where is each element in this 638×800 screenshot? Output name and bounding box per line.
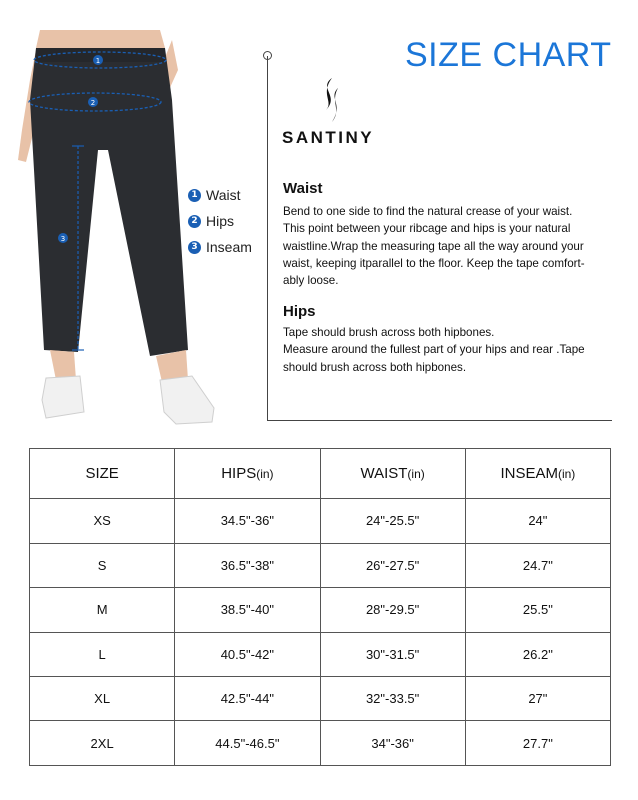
waist-cell: 34"-36" xyxy=(320,721,465,766)
table-row xyxy=(30,499,611,543)
left-shoe xyxy=(42,376,84,418)
waist-cell: 26"-27.5" xyxy=(320,543,465,587)
hips-cell: 34.5"-36" xyxy=(175,499,320,543)
text-line: ably loose. xyxy=(283,274,339,288)
table-row xyxy=(30,588,611,632)
table-row xyxy=(30,721,611,766)
vertical-divider xyxy=(267,56,268,421)
page-title: SIZE CHART xyxy=(405,36,612,74)
svg-text:1: 1 xyxy=(95,57,101,65)
text-line: Tape should brush across both hipbones. xyxy=(283,326,495,339)
measurement-legend xyxy=(188,182,278,260)
legend-label: Hips xyxy=(206,213,235,229)
column-header-hips: HIPS(in) xyxy=(175,449,320,499)
hips-heading: Hips xyxy=(283,303,316,320)
number-badge: 1 xyxy=(188,189,201,202)
marker-1 xyxy=(93,55,103,65)
legend-label: Waist xyxy=(206,187,241,203)
inseam-cell: 27" xyxy=(465,676,610,720)
brand-name: SANTINY xyxy=(282,128,375,147)
svg-text:2: 2 xyxy=(90,99,96,107)
column-header-size: SIZE xyxy=(30,449,175,499)
size-cell: M xyxy=(30,588,175,632)
legend-label: Inseam xyxy=(206,239,252,255)
hips-description xyxy=(283,324,608,376)
inseam-cell: 24.7" xyxy=(465,543,610,587)
size-cell: 2XL xyxy=(30,721,175,766)
size-cell: L xyxy=(30,632,175,676)
text-line: should brush across both hipbones. xyxy=(283,360,467,374)
inseam-cell: 26.2" xyxy=(465,632,610,676)
hips-cell: 44.5"-46.5" xyxy=(175,721,320,766)
size-cell: XS xyxy=(30,499,175,543)
horizontal-divider xyxy=(267,420,612,421)
column-header-waist: WAIST(in) xyxy=(320,449,465,499)
right-shoe xyxy=(160,376,214,424)
legend-item-waist xyxy=(188,182,278,208)
hips-cell: 36.5"-38" xyxy=(175,543,320,587)
table-header-row xyxy=(30,449,611,499)
waist-heading: Waist xyxy=(283,180,323,197)
left-calf xyxy=(50,350,76,380)
text-line: waist, keeping itparallel to the floor. Keep the tape comfort- xyxy=(283,256,585,270)
hips-cell: 40.5"-42" xyxy=(175,632,320,676)
waist-cell: 30"-31.5" xyxy=(320,632,465,676)
waist-cell: 32"-33.5" xyxy=(320,676,465,720)
text-line: waistline.Wrap the measuring tape all the way around your xyxy=(283,239,584,253)
hips-cell: 42.5"-44" xyxy=(175,676,320,720)
table-row xyxy=(30,676,611,720)
column-header-inseam: INSEAM(in) xyxy=(465,449,610,499)
size-cell: XL xyxy=(30,676,175,720)
waist-description xyxy=(283,203,608,289)
hips-cell: 38.5"-40" xyxy=(175,588,320,632)
marker-3 xyxy=(58,233,68,243)
santiny-logo-icon xyxy=(310,76,350,126)
text-line: This point between your ribcage and hips is your natural xyxy=(283,222,571,236)
waist-cell: 28"-29.5" xyxy=(320,588,465,632)
number-badge: 3 xyxy=(188,241,201,254)
marker-2 xyxy=(88,97,98,107)
inseam-cell: 25.5" xyxy=(465,588,610,632)
text-line: Bend to one side to find the natural crease of your waist. xyxy=(283,205,573,218)
legend-item-inseam xyxy=(188,234,278,260)
pants-shape xyxy=(30,48,188,356)
inseam-cell: 24" xyxy=(465,499,610,543)
legend-item-hips xyxy=(188,208,278,234)
waist-cell: 24"-25.5" xyxy=(320,499,465,543)
table-row xyxy=(30,543,611,587)
size-table xyxy=(29,448,611,766)
torso xyxy=(36,30,165,48)
table-row xyxy=(30,632,611,676)
inseam-cell: 27.7" xyxy=(465,721,610,766)
size-cell: S xyxy=(30,543,175,587)
number-badge: 2 xyxy=(188,215,201,228)
svg-text:3: 3 xyxy=(60,235,66,243)
text-line: Measure around the fullest part of your hips and rear .Tape xyxy=(283,343,585,357)
